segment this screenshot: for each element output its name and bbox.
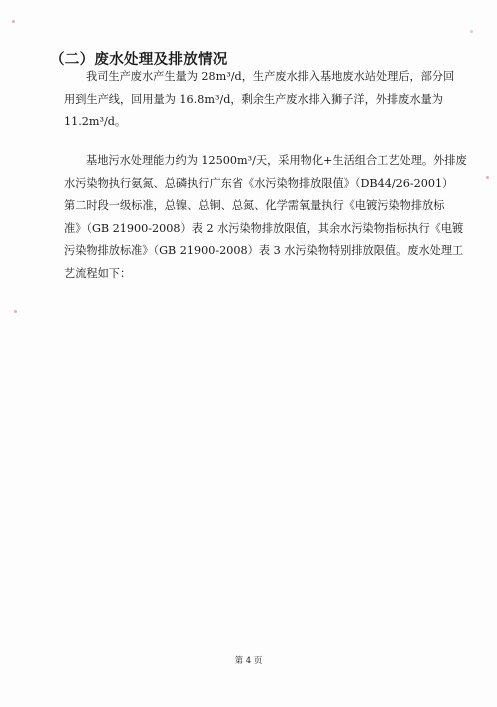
paragraph-line: 第二时段一级标准，总镍、总铜、总氮、化学需氧量执行《电镀污染物排放标 — [64, 199, 445, 212]
scan-speck — [14, 310, 17, 313]
paragraph-wastewater-volume — [64, 66, 464, 134]
scan-speck — [486, 176, 489, 179]
paragraph-line: 11.2m³/d。 — [64, 115, 127, 128]
page-number: 第 4 页 — [234, 656, 263, 666]
paragraph-line: 水污染物执行氨氮、总磷执行广东省《水污染物排放限值》（DB44/26-2001） — [64, 176, 454, 190]
paragraph-line: 用到生产线，回用量为 16.8m³/d，剩余生产废水排入狮子洋，外排废水量为 — [64, 92, 443, 106]
paragraph-line: 污染物排放标准》（GB 21900-2008）表 3 水污染物特别排放限值。废水处理工 — [64, 244, 464, 257]
paragraph-line: 艺流程如下： — [64, 266, 132, 280]
paragraph-line: 基地污水处理能力约为 12500m³/天，采用物化+生活组合工艺处理。外排废 — [86, 154, 467, 167]
paragraph-treatment-standards — [64, 150, 467, 285]
paragraph-line: 我司生产废水产生量为 28m³/d，生产废水排入基地废水站处理后，部分回 — [86, 70, 455, 83]
scan-speck — [12, 20, 15, 23]
paragraph-line: 准》（GB 21900-2008）表 2 水污染物排放限值，其余水污染物指标执行《电镀 — [64, 221, 464, 235]
section-heading: （二）废水处理及排放情况 — [50, 52, 228, 68]
scan-speck — [470, 30, 473, 33]
